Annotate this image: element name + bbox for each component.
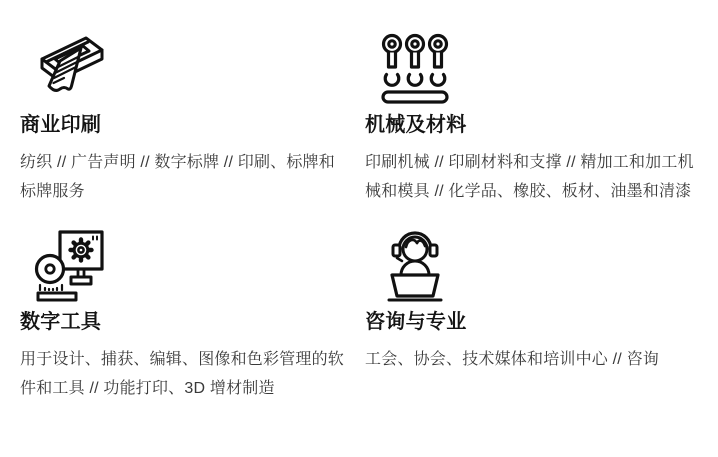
support-agent-icon [379,230,451,302]
category-description: 印刷机械 // 印刷材料和支撑 // 精加工和加工机械和模具 // 化学品、橡胶、板材、油墨和清漆 [365,154,694,200]
category-title: 咨询与专业 [365,311,467,333]
category-description: 纺织 // 广告声明 // 数字标牌 // 印刷、标牌和标牌服务 [20,154,335,200]
category-title: 机械及材料 [365,114,467,136]
category-title: 商业印刷 [20,114,102,136]
category-card-machinery-materials [365,33,703,206]
monitor-gear-disc-icon [34,230,106,302]
category-card-commercial-print [20,33,347,206]
category-icon-wrap [379,33,703,105]
category-description: 用于设计、捕获、编辑、图像和色彩管理的软件和工具 // 功能打印、3D 增材制造 [20,351,345,397]
category-icon-wrap [34,230,347,302]
category-title: 数字工具 [20,311,102,333]
category-card-consulting-professional [365,230,703,403]
category-description: 工会、协会、技术媒体和培训中心 // 咨询 [365,351,659,368]
category-icon-wrap [34,33,347,105]
machinery-tools-icon [379,33,451,105]
category-icon-wrap [379,230,703,302]
printer-icon [34,33,114,105]
category-card-digital-tools [20,230,347,403]
